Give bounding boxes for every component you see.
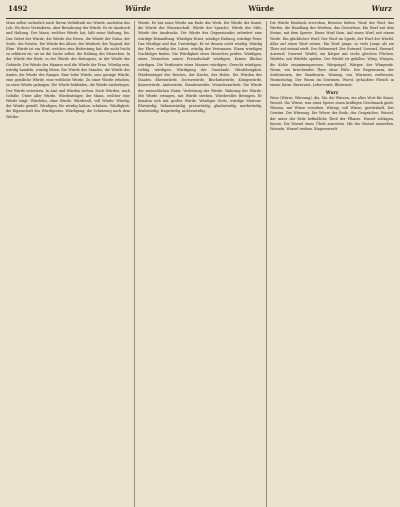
running-head-left: Würde: [125, 4, 151, 13]
column-3: [266, 21, 394, 507]
column-2: [134, 21, 262, 507]
page-number: 1492: [8, 4, 28, 13]
column-1: [6, 21, 130, 507]
text-columns: [6, 21, 394, 507]
column-text: Wurz (Würze, Würzung), die, Mz. die Würzen, ein altes Wort für Kraut, Wurzel. Die Würze, was einer Speise einen kräftigen Geschmack giebt. Würzen, mit Würze versehen. Würzig, voll Würze, gewürzhaft. Das Gewürz. Die Würzung. Die Würze der Rede, des Gespräches. Wurzel, der unter der Erde befindliche Theil der Pflanze. Wurzel schlagen, fassen. Die Wurzel eines Übels ausrotten. Mit der Wurzel ausreißen. Wurzeln, Wurzel treiben. Eingewurzelt.: [270, 95, 394, 132]
column-text: Würde. Es hat seine Würde am Ende das Werk. Die Würde der Kunst, die Würde der Wissenschaft. Würde der Sprache, Würde des Stils, Würde des Ausdrucks. Die Würde des Gegenstandes erfordert eine würdige Behandlung. Würdiger Ernst, würdige Haltung, würdige Feier. Das Würdige und das Unwürdige. Er ist dessen nicht würdig. Würdig der Ehre, würdig des Lobes, würdig des Vertrauens. Einen würdigen Nachfolger finden. Die Würdigkeit eines Menschen prüfen. Würdigen, einen Menschen seiner Freundschaft würdigen. Keines Blickes würdigen. Die Verdienste eines Mannes würdigen. Gerecht würdigen, richtig würdigen. Würdigung der Umstände. Würdelosigkeit. Würdenträger des Reiches, der Kirche, des Hofes. Die Würden des Staates. Ehrenwürde, Doctorwürde, Bischofswürde, Königswürde, Kaiserwürde. Amtswürde, Standeswürde, Menschenwürde. Die Würde der menschlichen Natur. Verletzung der Würde. Wahrung der Würde. Mit Würde ertragen, mit Würde sterben. Würdevolles Betragen. Er benahm sich mit großer Würde. Würdiger Greis, würdige Matrone. Ehrwürdig, liebenswürdig, preiswürdig, glaubwürdig, merkwürdig, denkwürdig, fragwürdig, nichtswürdig.: [138, 21, 262, 114]
running-head-right: Wurz: [371, 4, 392, 13]
page-header: [6, 4, 394, 19]
entry-heading: Wurz: [325, 89, 339, 95]
column-text: Die Würde Eindruck erwecken, Beweise liefern. Wurf, der Wurf, das Werfen, die Handlung des Werfens; das Geworfene. Ein Wurf mit dem Steine, mit dem Speere. Einen Wurf thun. Auf einen Wurf, mit einem Wurfe. Ein glücklicher Wurf. Der Wurf im Spiele, der Wurf der Würfel. Alles auf einen Wurf setzen. Ein Wurf Junge, so viele Junge als ein Thier auf einmal wirft. Der Faltenwurf. Der Entwurf, Vorwurf, Einwurf, Auswurf, Umwurf. Würfel, ein Körper mit sechs gleichen Flächen. Würfeln, mit Würfeln spielen. Der Würfel ist gefallen. Würg, Würgen, die Kehle zusammenpressen. Würgengel. Würger, der Würgende. Wurm, ein kriechendes Thier ohne Füße. Der Regenwurm, der Seidenwurm, der Bandwurm. Wurmig, von Würmern zerfressen. Wurmstichig. Der Wurm im Gewissen. Wurst, gehacktes Fleisch in einem Darm. Bratwurst, Leberwurst, Blutwurst.: [270, 21, 394, 88]
running-head-center: Würde: [248, 4, 275, 13]
column-text: Muss selbst sicherlich nach Ihrem Verhältniß zur Würde, nachdem des Lob. Wo ihres Veränderns, aber Bewahrung der Würde. Es ist Ausdruck und Haltung. Der Mann, welcher Würde hat, hält seine Haltung, bis. Das Gebet der Würde, die Würde des Herrn, die Würde der Natur, der Seele, des Geistes. Die Würde des Alters, der Weisheit, der Tugend, der Ehre. Würde ist ein Wort, welches eine Bedeutung hat, die nicht leicht zu erklären ist; sie ist die Sache selbst, die Haltung des Menschen. In der Würde der Rede, in der Würde des Betragens, in der Würde der Gebärde. Die Würde des Mannes und die Würde der Frau. Würdig sein, würdig handeln, würdig leben. Die Würde des Standes, die Würde des Amtes, die Würde des Ranges. Eine hohe Würde, eine geringe Würde, eine geistliche Würde, eine weltliche Würde. Zu einer Würde erheben, zu einer Würde gelangen. Die Würde bekleiden, die Würde niederlegen. Der Würde entsetzen. In Amt und Würden stehen. Nach Würden, nach Gebühr. Unter aller Würde. Würdenträger, der Mann, welcher eine Würde trägt. Würdelos, ohne Würde. Würdevoll, voll Würde. Würdig, der Würde gemäß. Würdigen, für würdig halten, schätzen. Würdigkeit, die Eigenschaft des Würdigseins. Würdigung, die Schätzung nach dem Werthe.: [6, 21, 130, 119]
